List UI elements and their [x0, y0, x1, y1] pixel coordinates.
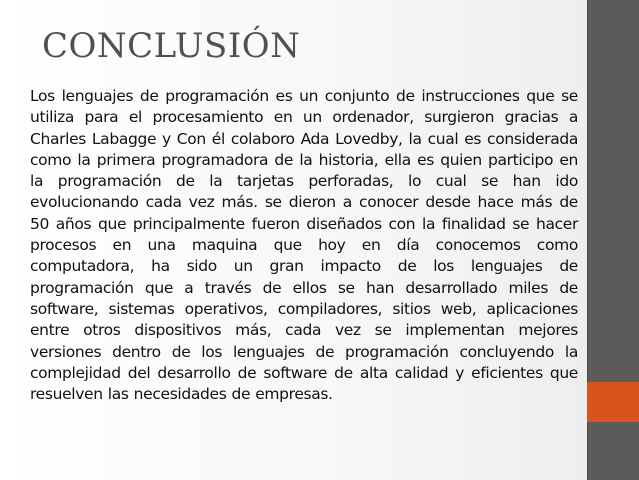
decorative-accent-block	[587, 382, 639, 422]
slide-body-text: Los lenguajes de programación es un conjunto de instrucciones que se utiliza para el procesamiento en un ordenador, surgieron gracias a Charles Labagge y Con él colaboro Ada Lovedby, la cual es considerada como la primera programadora de la historia, ella es quien participo en la programación de la tarjetas perforadas, lo cual se han ido evolucionando cada vez más. se dieron a conocer desde hace más de 50 años que principalmente fueron diseñados con la finalidad se hacer procesos en una maquina que hoy en día conocemos como computadora, ha sido un gran impacto de los lenguajes de programación que a través de ellos se han desarrollado miles de software, sistemas operativos, compiladores, sitios web, aplicaciones entre otros dispositivos más, cada vez se implementan mejores versiones dentro de los lenguajes de programación concluyendo la complejidad del desarrollo de software de alta calidad y eficientes que resuelven las necesidades de empresas.	[30, 87, 578, 404]
slide-title: CONCLUSIÓN	[42, 26, 301, 66]
